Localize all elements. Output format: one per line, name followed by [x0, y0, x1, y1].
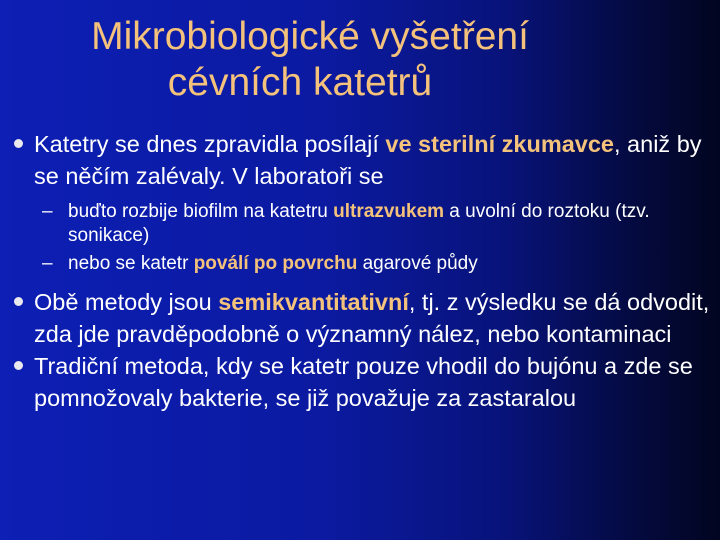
- sub-bullet-1-text-end: a uvolní do roztoku (tzv. sonikace): [68, 201, 650, 246]
- slide-title: [0, 14, 600, 106]
- dash-bullet-icon: –: [42, 253, 53, 274]
- bullet-item-3: [10, 350, 710, 414]
- round-bullet-icon: [14, 297, 23, 306]
- bullet-2-text-end: , tj. z výsledku se dá odvodit, zda jde pravděpodobně o významný nález, nebo kontaminaci: [34, 289, 710, 347]
- sub-bullet-1-text: buďto rozbije biofilm na katetru: [68, 201, 334, 222]
- bullet-1-highlight: ve sterilní zkumavce: [385, 131, 614, 157]
- sub-bullet-list: [10, 200, 710, 276]
- dash-bullet-icon: –: [42, 201, 53, 222]
- bullet-3-text: Tradiční metoda, kdy se katetr pouze vhodil do bujónu a zde se pomnožovaly bakterie, se již považuje za zastaralou: [34, 353, 693, 411]
- round-bullet-icon: [14, 139, 23, 148]
- slide-content: [10, 128, 710, 414]
- bullet-1-text-end: , aniž by se něčím zalévaly. V laboratoři se: [34, 131, 702, 189]
- round-bullet-icon: [14, 361, 23, 370]
- slide-title-line-2: cévních katetrů: [167, 61, 433, 104]
- sub-bullet-1-highlight: ultrazvukem: [333, 201, 445, 222]
- bullet-item-1: [10, 128, 710, 192]
- slide-title-line-1: Mikrobiologické vyšetření: [91, 15, 529, 58]
- sub-bullet-2-text-end: agarové půdy: [357, 253, 478, 274]
- sub-bullet-item-2: [10, 252, 710, 276]
- bullet-2-text: Obě metody jsou: [34, 289, 219, 315]
- sub-bullet-item-1: [10, 200, 710, 248]
- bullet-item-2: [10, 286, 710, 350]
- sub-bullet-2-highlight: poválí po povrchu: [193, 253, 358, 274]
- sub-bullet-2-text: nebo se katetr: [68, 253, 194, 274]
- bullet-1-text: Katetry se dnes zpravidla posílají: [34, 131, 386, 157]
- bullet-2-highlight: semikvantitativní: [218, 289, 409, 315]
